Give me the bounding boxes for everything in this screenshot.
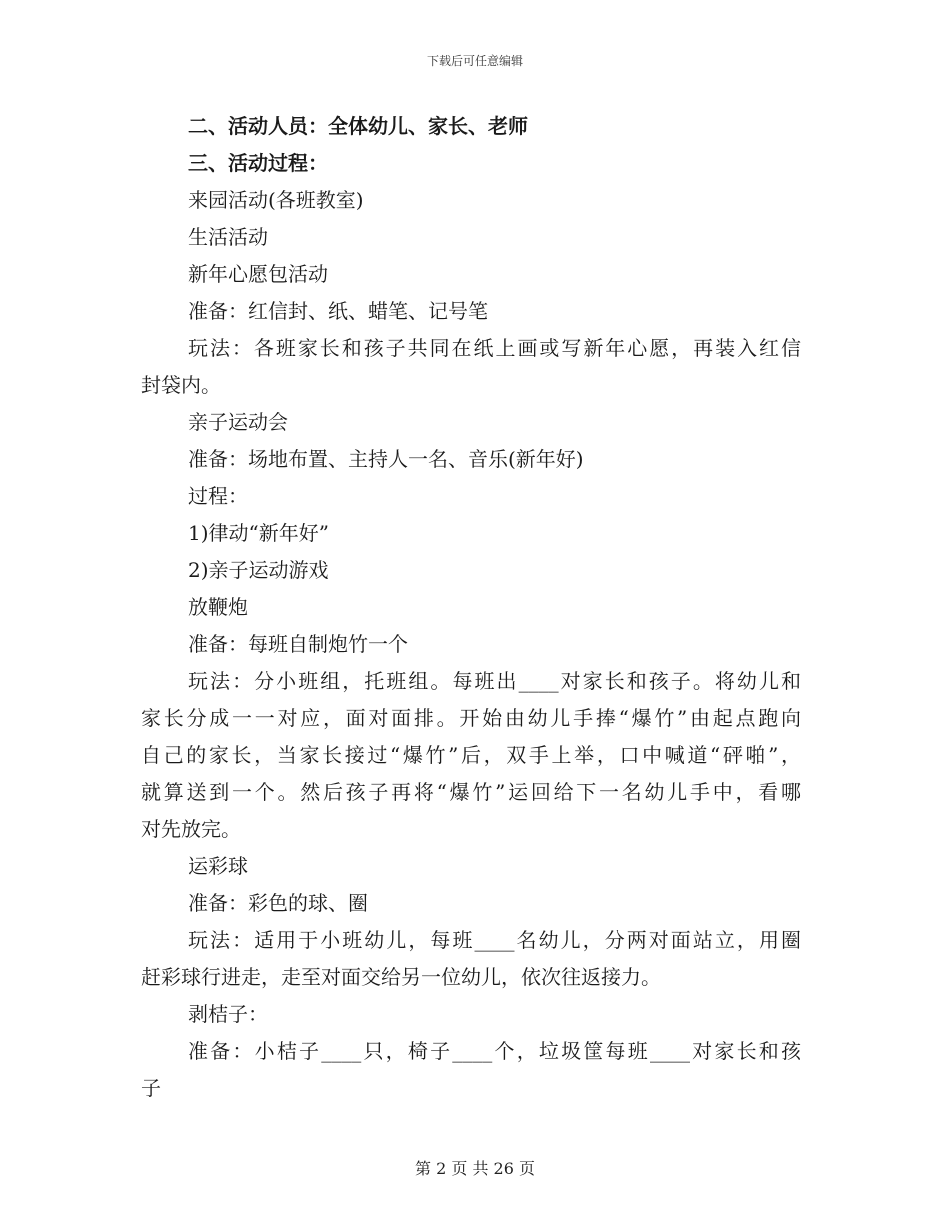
text-line: 2)亲子运动游戏 bbox=[188, 558, 329, 582]
text-line: 新年心愿包活动 bbox=[188, 262, 328, 286]
text-line: 准备：彩色的球、圈 bbox=[188, 891, 368, 915]
text-line: 家长分成一一对应，面对面排。开始由幼儿手捧“爆竹”由起点跑向 bbox=[141, 706, 801, 730]
text-line: 三、活动过程： bbox=[188, 151, 328, 175]
text-line: 生活活动 bbox=[188, 225, 268, 249]
text-line: 玩法：各班家长和孩子共同在纸上画或写新年心愿，再装入红信 bbox=[188, 336, 801, 360]
page-header: 下载后可任意编辑 bbox=[426, 54, 523, 68]
text-line: 二、活动人员：全体幼儿、家长、老师 bbox=[188, 114, 528, 138]
text-line: 玩法：分小班组，托班组。每班出____对家长和孩子。将幼儿和 bbox=[188, 669, 801, 693]
text-line: 自己的家长，当家长接过“爆竹”后，双手上举，口中喊道“砰啪”， bbox=[141, 743, 801, 767]
text-line: 封袋内。 bbox=[141, 373, 221, 397]
text-line: 就算送到一个。然后孩子再将“爆竹”运回给下一名幼儿手中，看哪 bbox=[141, 780, 801, 804]
text-line: 准备：每班自制炮竹一个 bbox=[188, 632, 408, 656]
text-line: 剥桔子： bbox=[188, 1002, 268, 1026]
page-footer: 第 2 页 共 26 页 bbox=[415, 1159, 535, 1178]
text-line: 赶彩球行进走，走至对面交给另一位幼儿，依次往返接力。 bbox=[141, 965, 661, 989]
text-line: 对先放完。 bbox=[141, 817, 241, 841]
text-line: 准备：小桔子____只，椅子____个，垃圾筐每班____对家长和孩 bbox=[188, 1039, 801, 1063]
text-line: 来园活动(各班教室) bbox=[188, 188, 364, 212]
text-line: 亲子运动会 bbox=[188, 410, 288, 434]
text-line: 准备：场地布置、主持人一名、音乐(新年好) bbox=[188, 447, 584, 471]
text-line: 子 bbox=[141, 1076, 161, 1100]
document-body bbox=[141, 108, 801, 1107]
text-line: 放鞭炮 bbox=[188, 595, 248, 619]
text-line: 准备：红信封、纸、蜡笔、记号笔 bbox=[188, 299, 488, 323]
text-line: 运彩球 bbox=[188, 854, 248, 878]
text-line: 过程： bbox=[188, 484, 248, 508]
text-line: 玩法：适用于小班幼儿，每班____名幼儿，分两对面站立，用圈 bbox=[188, 928, 801, 952]
text-line: 1)律动“新年好” bbox=[188, 521, 329, 545]
